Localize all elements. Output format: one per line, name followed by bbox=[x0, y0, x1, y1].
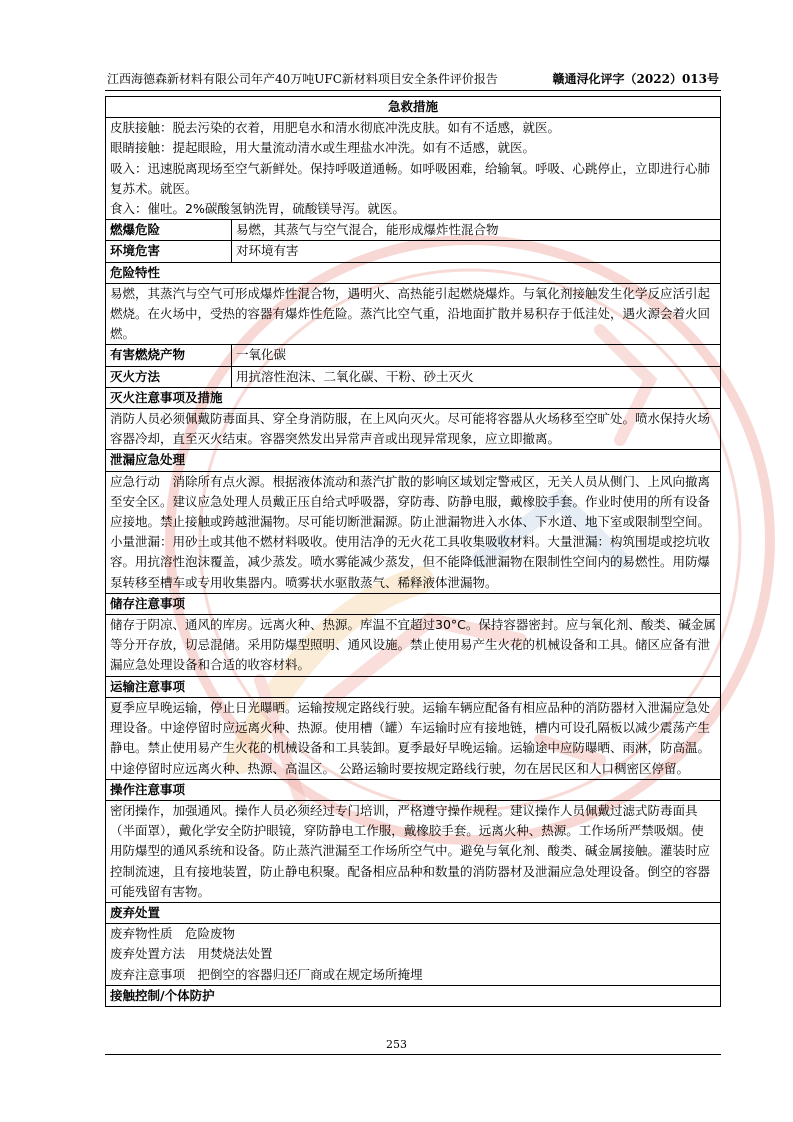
hazard-text: 易燃，其蒸汽与空气可形成爆炸性混合物，遇明火、高热能引起燃烧爆炸。与氧化剂接触发生化学反应活引起燃烧。在火场中，受热的容器有爆炸性危险。蒸汽比空气重，沿地面扩散并易积存于低洼处，遇火源会着火回燃。 bbox=[106, 283, 721, 345]
header-rule bbox=[105, 90, 721, 91]
first-aid-cell bbox=[106, 118, 721, 220]
operation-heading: 操作注意事项 bbox=[106, 779, 721, 800]
disposal-nature: 废弃物性质 危险废物 bbox=[110, 926, 236, 942]
first-aid-skin: 皮肤接触：脱去污染的衣着，用肥皂水和清水彻底冲洗皮肤。如有不适感，就医。 bbox=[110, 120, 561, 136]
disposal-method: 废弃处置方法 用焚烧法处置 bbox=[110, 946, 273, 962]
leak-text: 应急行动 消除所有点火源。根据液体流动和蒸汽扩散的影响区域划定警戒区，无关人员从侧门、上风向撤离至安全区。建议应急处理人员戴正压自给式呼吸器，穿防毒、防静电服，戴橡胶手套。作业时使用的所有设备应接地。禁止接触或跨越泄漏物。尽可能切断泄漏源。防止泄漏物进入水体、下水道、地下室或限制型空间。小量泄漏：用砂土或其他不燃材料吸收。使用洁净的无火花工具收集吸收材料。大量泄漏：构筑围堤或挖坑收容。用抗溶性泡沫覆盖，减少蒸发。喷水雾能减少蒸发，但不能降低泄漏物在限制性空间内的易燃性。用防爆泵转移至槽车或专用收集器内。喷雾状水驱散蒸气、稀释液体泄漏物。 bbox=[106, 471, 721, 593]
extinguish-label: 灭火方法 bbox=[106, 366, 232, 387]
explosion-label: 燃爆危险 bbox=[106, 220, 232, 241]
storage-heading: 储存注意事项 bbox=[106, 593, 721, 614]
disposal-cell bbox=[106, 924, 721, 986]
env-value: 对环境有害 bbox=[232, 241, 721, 262]
operation-text: 密闭操作，加强通风。操作人员必须经过专门培训，严格遵守操作规程。建议操作人员佩戴过滤式防毒面具（半面罩），戴化学安全防护眼镜，穿防静电工作服，戴橡胶手套。远离火种、热源。工作场所严禁吸烟。使用防爆型的通风系统和设备。防止蒸汽泄漏至工作场所空气中。避免与氧化剂、酸类、碱金属接触。灌装时应控制流速，且有接地装置，防止静电积聚。配备相应品种和数量的消防器材及泄漏应急处理设备。倒空的容器可能残留有害物。 bbox=[106, 800, 721, 902]
fire-heading: 灭火注意事项及措施 bbox=[106, 387, 721, 408]
first-aid-eye: 眼睛接触：提起眼睑，用大量流动清水或生理盐水冲洗。如有不适感，就医。 bbox=[110, 140, 536, 156]
storage-text: 储存于阴凉、通风的库房。远离火种、热源。库温不宜超过30°C。保持容器密封。应与氧化剂、酸类、碱金属等分开存放，切忌混储。采用防爆型照明、通风设施。禁止使用易产生火花的机械设备和工具。储区应备有泄漏应急处理设备和合适的收容材料。 bbox=[106, 615, 721, 677]
msds-table bbox=[105, 96, 721, 1007]
page-number: 253 bbox=[386, 1038, 407, 1051]
leak-heading: 泄漏应急处理 bbox=[106, 450, 721, 471]
page-header bbox=[107, 70, 719, 88]
disposal-heading: 废弃处置 bbox=[106, 902, 721, 923]
report-number: 赣通浔化评字（2022）013号 bbox=[552, 72, 719, 86]
first-aid-ingest: 食入：催吐。2%碳酸氢钠洗胃，硫酸镁导泻。就医。 bbox=[110, 201, 405, 217]
footer-rule bbox=[105, 1054, 721, 1055]
explosion-value: 易燃，其蒸气与空气混合，能形成爆炸性混合物 bbox=[232, 220, 721, 241]
combustion-value: 一氧化碳 bbox=[232, 345, 721, 366]
env-label: 环境危害 bbox=[106, 241, 232, 262]
section-title-first-aid: 急救措施 bbox=[106, 97, 721, 118]
extinguish-value: 用抗溶性泡沫、二氧化碳、干粉、砂土灭火 bbox=[232, 366, 721, 387]
first-aid-inhale: 吸入：迅速脱离现场至空气新鲜处。保持呼吸道通畅。如呼吸困难，给输氧。呼吸、心跳停止，立即进行心肺复苏术。就医。 bbox=[110, 160, 711, 196]
combustion-label: 有害燃烧产物 bbox=[106, 345, 232, 366]
report-title: 江西海德森新材料有限公司年产40万吨UFC新材料项目安全条件评价报告 bbox=[107, 72, 498, 86]
transport-heading: 运输注意事项 bbox=[106, 676, 721, 697]
disposal-notes: 废弃注意事项 把倒空的容器归还厂商或在规定场所掩埋 bbox=[110, 966, 423, 982]
contact-heading: 接触控制/个体防护 bbox=[106, 985, 721, 1006]
transport-text: 夏季应早晚运输，停止日光曝晒。运输按规定路线行驶。运输车辆应配备有相应品种的消防器材入泄漏应急处理设备。中途停留时应远离火种、热源。使用槽（罐）车运输时应有接地链，槽内可设孔隔板以减少震荡产生静电。禁止使用易产生火花的机械设备和工具装卸。夏季最好早晚运输。运输途中应防曝晒、雨淋，防高温。 中途停留时应远离火种、热源、高温区。 公路运输时要按规定路线行驶，勿在居民区和人口稠密区停留。 bbox=[106, 697, 721, 779]
fire-text: 消防人员必须佩戴防毒面具、穿全身消防服，在上风向灭火。尽可能将容器从火场移至空旷处。喷水保持火场容器冷却，直至灭火结束。容器突然发出异常声音或出现异常现象，应立即撤离。 bbox=[106, 409, 721, 450]
hazard-heading: 危险特性 bbox=[106, 262, 721, 283]
